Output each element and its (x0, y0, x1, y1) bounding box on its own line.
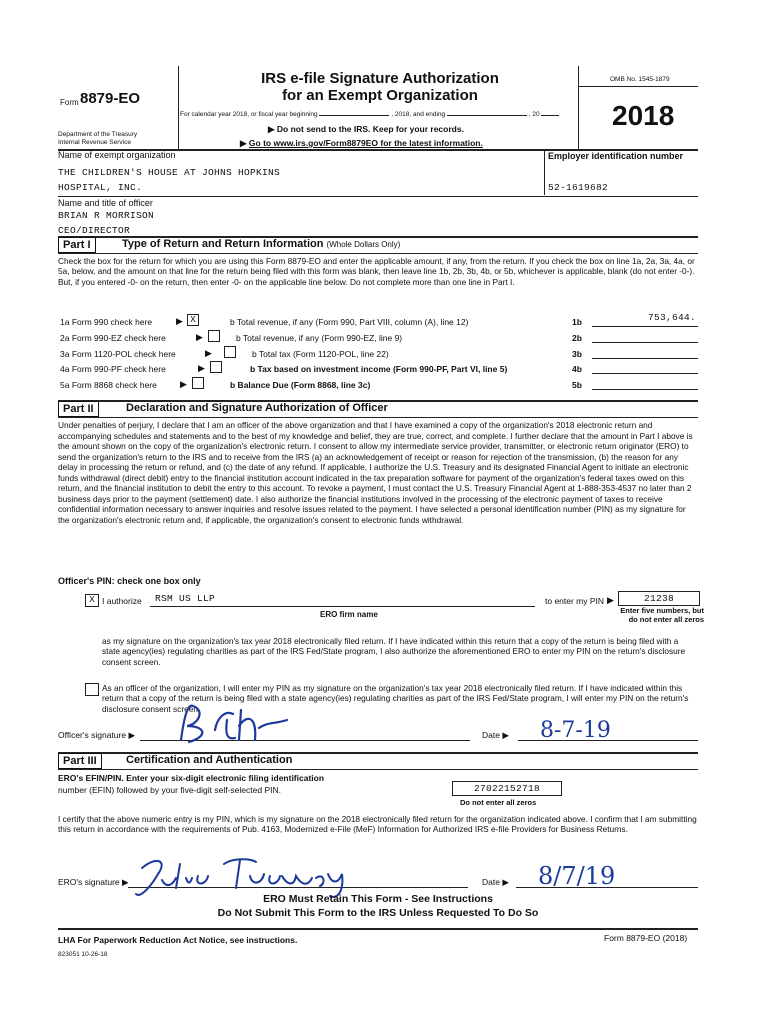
arrow-right-icon: ▶ (196, 332, 203, 342)
title-line1: IRS e-file Signature Authorization (261, 70, 499, 87)
line-4a: 4a Form 990-PF check here (60, 364, 166, 374)
efin-text-line1: ERO's EFIN/PIN. Enter your six-digit electronic filing identification (58, 773, 325, 783)
arrow-right-icon: ▶ (607, 595, 614, 605)
authorize-label: I authorize (102, 596, 142, 606)
arrow-right-icon: ▶ (122, 877, 129, 887)
org-name-line2: HOSPITAL, INC. (58, 182, 143, 193)
line-5b: b Balance Due (Form 8868, line 3c) (230, 380, 371, 390)
ero-firm-name[interactable]: RSM US LLP (155, 593, 216, 604)
part3-title: Certification and Authentication (126, 754, 293, 766)
org-name-label: Name of exempt organization (58, 150, 176, 160)
ero-signature-label: ERO's signature ▶ (58, 877, 129, 887)
calendar-line (180, 111, 559, 118)
ero-firm-label: ERO firm name (320, 610, 378, 619)
part2-tag: Part II (58, 401, 99, 417)
arrow-right-icon: ▶ (180, 379, 187, 389)
line-num-3b: 3b (572, 349, 582, 359)
part2-title: Declaration and Signature Authorization of Officer (126, 402, 388, 414)
form-label: Form (60, 98, 79, 107)
officer-pin-field[interactable]: 21238 (618, 591, 700, 606)
calendar-begin: For calendar year 2018, or fiscal year beginning (180, 111, 318, 118)
ein-value: 52-1619682 (548, 182, 609, 193)
line-4b: b Tax based on investment income (Form 990-PF, Part VI, line 5) (250, 364, 508, 374)
arrow-right-icon: ▶ (502, 730, 509, 740)
part1-tag: Part I (58, 237, 96, 253)
line-num-5b: 5b (572, 380, 582, 390)
line-2a: 2a Form 990-EZ check here (60, 333, 166, 343)
efin-note: Do not enter all zeros (460, 798, 537, 807)
officer-signature-mark (175, 700, 295, 746)
line-num-4b: 4b (572, 364, 582, 374)
line-2b: b Total revenue, if any (Form 990-EZ, line 9) (236, 333, 403, 343)
officer-pin-heading: Officer's PIN: check one box only (58, 576, 201, 586)
officer-signature-date: 8-7-19 (540, 718, 611, 743)
do-not-submit-notice: Do Not Submit This Form to the IRS Unless Requested To Do So (217, 907, 539, 919)
line-1b: b Total revenue, if any (Form 990, Part VIII, column (A), line 12) (230, 317, 469, 327)
dept-line2: Internal Revenue Service (58, 139, 131, 146)
arrow-right-icon: ▶ (240, 138, 247, 148)
to-enter-pin-label: to enter my PIN (545, 596, 605, 606)
line-3b: b Total tax (Form 1120-POL, line 22) (252, 349, 389, 359)
option2-text: As an officer of the organization, I will enter my PIN as my signature on the organization's tax year 2018 electronically filed return. If I have indicated within this return that a copy of the return is being filed with a state agency(ies) regulating charities as part of the IRS Fed/State program, I will enter my PIN on the return's disclosure consent screen. (102, 683, 689, 714)
form-number: 8879-EO (80, 90, 141, 107)
checkbox-1a[interactable]: X (187, 314, 199, 326)
pin-note: Enter five numbers, but do not enter all zeros (620, 606, 704, 624)
checkbox-4a[interactable] (210, 361, 222, 373)
part3-tag: Part III (58, 753, 102, 769)
retain-notice: ERO Must Retain This Form - See Instructions (263, 893, 493, 905)
arrow-right-icon: ▶ (502, 877, 509, 887)
footer-form-ref: Form 8879-EO (2018) (604, 933, 688, 943)
calendar-mid: , 2018, and ending (391, 111, 446, 118)
line-3a: 3a Form 1120-POL check here (60, 349, 176, 359)
part2-declaration: Under penalties of perjury, I declare that I am an officer of the above organization and that I have examined a copy of the organization's 2018 electronic return and accompanying schedules and statements and to the best of my knowledge and belief, they are true, correct, and complete. I further declare that the amount in Part I above is the amount shown on the copy of the organization's electronic return. I consent to allow my intermediate service provider, transmitter, or electronic return originator (ERO) to send the organization's return to the IRS and to receive from the IRS (a) an acknowledgement of receipt or reason for rejection of the transmission, (b) the reason for any delay in processing the return or refund, and (c) the date of any refund. If applicable, I authorize the U.S. Treasury and its designated Financial Agent to initiate an electronic funds withdrawal (direct debit) entry to the financial institution account indicated in the tax preparation software for payment of the organization's federal taxes owed on this return, and the financial institution to debit the entry to this account. To revoke a payment, I must contact the U.S. Treasury Financial Agent at 1-888-353-4537 no later than 2 business days prior to the payment (settlement) date. I also authorize the financial institutions involved in the processing of the electronic payment of taxes to receive confidential information necessary to answer inquiries and resolve issues related to the payment. I have selected a personal identification number (PIN) as my signature for the organization's electronic return and, if applicable, the organization's consent to electronic funds withdrawal. (58, 420, 693, 525)
arrow-right-icon: ▶ (176, 316, 183, 326)
part1-intro: Check the box for the return for which you are using this Form 8879-EO and enter the applicable amount, if any, from the return. If you check the box on line 1a, 2a, 3a, 4a, or 5a, below, and the amount on that line for the return being filed with this form was blank, then leave line 1b, 2b, 3b, 4b, or 5b, whichever is applicable, blank (do not enter -0-). But, if you entered -0- on the return, then enter -0- on the applicable line below. Do not complete more than one line in Part I. (58, 256, 695, 287)
checkbox-2a[interactable] (208, 330, 220, 342)
arrow-right-icon: ▶ (205, 348, 212, 358)
dept-line1: Department of the Treasury (58, 131, 138, 138)
amount-1b[interactable]: 753,644. (647, 312, 696, 323)
arrow-right-icon: ▶ (198, 363, 205, 373)
ero-signature-date: 8/7/19 (538, 862, 616, 890)
officer-date-label: Date ▶ (482, 730, 509, 740)
line-1a: 1a Form 990 check here (60, 317, 153, 327)
line-num-1b: 1b (572, 317, 582, 327)
omb-number: OMB No. 1545-1879 (610, 76, 670, 83)
checkbox-officer-enters-pin[interactable] (85, 683, 99, 696)
line-5a: 5a Form 8868 check here (60, 380, 157, 390)
instruction-website: ▶ Go to www.irs.gov/Form8879EO for the latest information. (240, 138, 483, 148)
part1-title: Type of Return and Return Information (Whole Dollars Only) (122, 238, 401, 250)
instruction-keep: ▶ Do not send to the IRS. Keep for your records. (268, 124, 464, 134)
ein-label: Employer identification number (548, 151, 684, 161)
checkbox-5a[interactable] (192, 377, 204, 389)
efin-text-line2: number (EFIN) followed by your five-digit self-selected PIN. (58, 785, 281, 795)
officer-signature (175, 700, 295, 756)
certification-text: I certify that the above numeric entry is my PIN, which is my signature on the 2018 electronically filed return for the organization indicated above. I confirm that I am submitting this return in accordance with the requirements of Pub. 4163, Modernized e-File (MeF) Information for Authorized IRS e-file Providers for Business Returns. (58, 814, 697, 835)
option1-text: as my signature on the organization's tax year 2018 electronically filed return. If I have indicated within this return that a copy of the return is being filed with a state agency(ies) regulating charities as part of the IRS Fed/State program, I also authorize the aforementioned ERO to enter my PIN on the return's disclosure consent screen. (102, 636, 686, 667)
org-name-line1: THE CHILDREN'S HOUSE AT JOHNS HOPKINS (58, 167, 281, 178)
form-title (190, 70, 570, 104)
ero-date-label: Date ▶ (482, 877, 509, 887)
arrow-right-icon: ▶ (128, 730, 136, 740)
form-code: 823051 10-26-18 (58, 951, 108, 958)
calendar-end: , 20 (528, 111, 540, 118)
officer-title: CEO/DIRECTOR (58, 225, 131, 236)
checkbox-authorize-ero[interactable]: X (85, 594, 99, 607)
arrow-right-icon: ▶ (268, 124, 275, 134)
title-line2: for an Exempt Organization (282, 87, 478, 104)
checkbox-3a[interactable] (224, 346, 236, 358)
line-num-2b: 2b (572, 333, 582, 343)
efin-pin-field[interactable]: 27022152718 (452, 781, 562, 796)
officer-label: Name and title of officer (58, 198, 153, 208)
lha-notice: LHA For Paperwork Reduction Act Notice, see instructions. (58, 935, 298, 945)
officer-signature-label: Officer's signature ▶ (58, 730, 136, 740)
officer-name: BRIAN R MORRISON (58, 210, 155, 221)
tax-year: 2018 (612, 100, 675, 131)
